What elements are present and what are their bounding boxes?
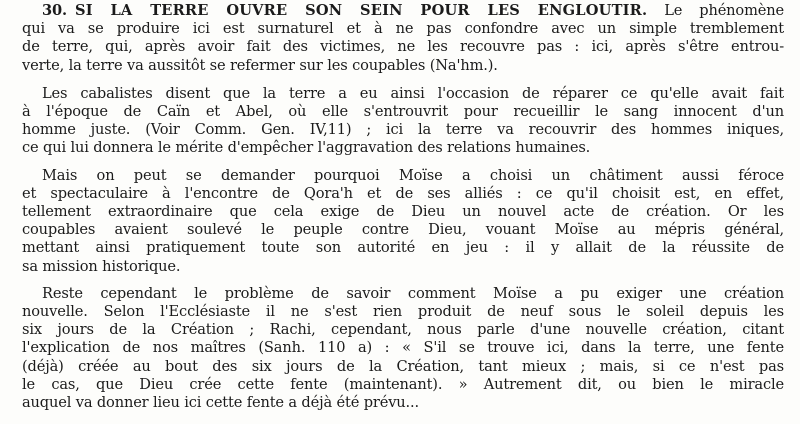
text-line: l'explication de nos maîtres (Sanh. 110 a) : « S'il se trouve ici, dans la terre, une fente	[22, 339, 784, 357]
text-line: de terre, qui, après avoir fait des victimes, ne les recouvre pas : ici, après s'être entrou-	[22, 38, 784, 56]
text-line: sa mission historique.	[22, 257, 181, 275]
text-line: le cas, que Dieu crée cette fente (maintenant). » Autrement dit, ou bien le miracle	[22, 375, 784, 393]
text-line: auquel va donner lieu ici cette fente a déjà été prévu...	[22, 394, 420, 412]
text-line: six jours de la Création ; Rachi, cependant, nous parle d'une nouvelle création, citant	[22, 321, 784, 339]
text-line: ce qui lui donnera le mérite d'empêcher l'aggravation des relations humaines.	[22, 139, 591, 157]
text-line: (déjà) créée au bout des six jours de la Création, tant mieux ; mais, si ce n'est pas	[22, 357, 784, 375]
section-heading-rest: Le phénomène	[664, 2, 784, 19]
text-column	[22, 2, 784, 412]
text-line: qui va se produire ici est surnaturel et à ne pas confondre avec un simple tremblement	[22, 20, 784, 38]
text-line: verte, la terre va aussitôt se refermer sur les coupables (Na'hm.).	[22, 56, 498, 74]
text-line: Mais on peut se demander pourquoi Moïse a choisi un châtiment aussi féroce	[42, 166, 784, 184]
section-heading: SI LA TERRE OUVRE SON SEIN POUR LES ENGLOUTIR.	[74, 2, 648, 19]
text-line: homme juste. (Voir Comm. Gen. IV,11) ; ici la terre va recouvrir des hommes iniques,	[22, 121, 784, 139]
text-line: et spectaculaire à l'encontre de Qora'h et de ses alliés : ce qu'il choisit est, en effet,	[22, 184, 784, 202]
text-line: à l'époque de Caïn et Abel, où elle s'entrouvrit pour recueillir le sang innocent d'un	[22, 103, 784, 121]
section-number: 30.	[42, 2, 67, 19]
paragraph-moise-chatiment	[22, 167, 784, 276]
section-heading-line	[22, 2, 784, 20]
text-line: tellement extraordinaire que cela exige de Dieu un nouvel acte de création. Or les	[22, 203, 784, 221]
paragraph-creation-nouvelle	[22, 285, 784, 412]
paragraph-cabalistes	[22, 85, 784, 158]
section-30-paragraph	[22, 2, 784, 75]
text-line: coupables avaient soulevé le peuple contre Dieu, vouant Moïse au mépris général,	[22, 221, 784, 239]
text-line: Reste cependant le problème de savoir comment Moïse a pu exiger une création	[42, 284, 784, 302]
text-line: nouvelle. Selon l'Ecclésiaste il ne s'est rien produit de neuf sous le soleil depuis les	[22, 303, 784, 321]
text-line: Les cabalistes disent que la terre a eu ainsi l'occasion de réparer ce qu'elle avait fait	[42, 84, 784, 102]
text-line: mettant ainsi pratiquement toute son autorité en jeu : il y allait de la réussite de	[22, 239, 784, 257]
